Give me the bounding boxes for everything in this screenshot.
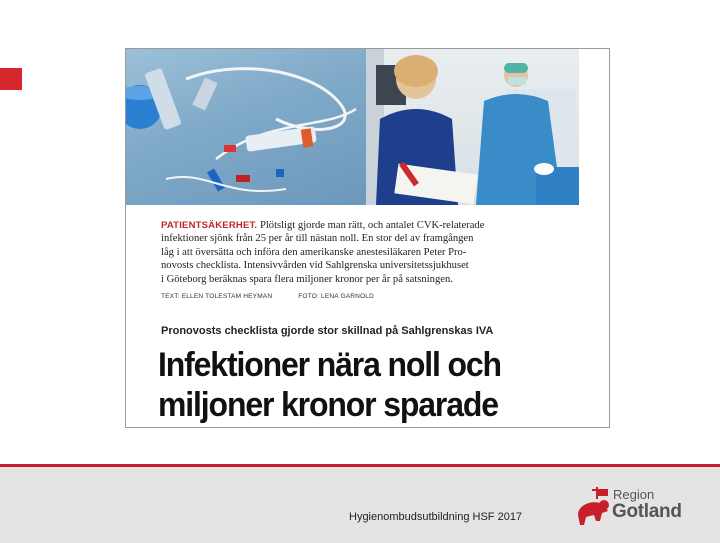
headline-line-1: Infektioner nära noll och	[158, 346, 501, 384]
lead-line-1	[161, 219, 561, 232]
article-credits	[161, 290, 561, 303]
article-headline	[158, 345, 572, 425]
credit-photo: FOTO: LENA GARNOLD	[298, 293, 374, 301]
catheter-equipment-illustration	[126, 49, 366, 205]
logo-region-text: Region	[613, 487, 655, 502]
lead-line-2: infektioner sjönk från 25 per år till nästan noll. En stor del av framgången	[161, 233, 474, 245]
newspaper-clipping	[125, 48, 610, 428]
lead-line-5: i Göteborg beräknas spara flera miljoner kronor per år på satsningen.	[161, 273, 453, 285]
photo-catheter-equipment	[126, 49, 366, 205]
lead-line-3: låg i att översätta och införa den amerikanske anestesiläkaren Peter Pro-	[161, 246, 467, 258]
lead-text-1: Plötsligt gjorde man rätt, och antalet CVK-relaterade	[259, 220, 485, 231]
slide-accent-tab	[0, 68, 22, 90]
nurses-illustration	[366, 49, 579, 205]
lead-line-4: novosts checklista. Intensivvården vid Sahlgrenska universitetssjukhuset	[161, 260, 469, 272]
footer-text: Hygienombudsutbildning HSF 2017	[349, 511, 523, 523]
logo-gotland-text: Gotland	[612, 501, 682, 522]
slide-footer	[0, 464, 720, 543]
article-kicker: PATIENTSÄKERHET.	[161, 220, 258, 231]
region-gotland-logo	[574, 485, 694, 533]
credit-text: TEXT: ELLEN TOLESTAM HEYMAN	[161, 293, 273, 301]
article-lead	[161, 219, 561, 303]
headline-line-2: miljoner kronor sparade	[158, 386, 498, 424]
ram-emblem-icon	[574, 485, 612, 531]
article-subhead: Pronovosts checklista gjorde stor skillnad på Sahlgrenskas IVA	[161, 325, 494, 337]
photo-nurses	[366, 49, 579, 205]
